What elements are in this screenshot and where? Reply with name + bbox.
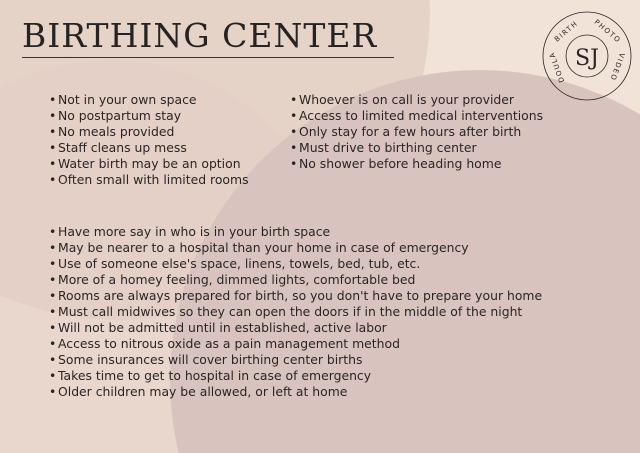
bottom-bullet-list	[49, 224, 542, 400]
list-item: • Some insurances will cover birthing center births	[49, 352, 542, 368]
list-item: • Not in your own space	[49, 92, 249, 108]
list-item: • Water birth may be an option	[49, 156, 249, 172]
logo-word-birth: BIRTH	[553, 19, 580, 44]
list-item: • Takes time to get to hospital in case of emergency	[49, 368, 542, 384]
list-item: • Access to nitrous oxide as a pain management method	[49, 336, 542, 352]
list-item: • Whoever is on call is your provider	[290, 92, 543, 108]
list-item: • May be nearer to a hospital than your home in case of emergency	[49, 240, 542, 256]
title-underline	[22, 57, 394, 58]
logo-monogram: SJ	[575, 46, 599, 71]
logo-word-photo: PHOTO	[592, 18, 623, 45]
list-item: • Access to limited medical interventions	[290, 108, 543, 124]
list-item: • Only stay for a few hours after birth	[290, 124, 543, 140]
list-item: • Rooms are always prepared for birth, so you don't have to prepare your home	[49, 288, 542, 304]
list-item: • No postpartum stay	[49, 108, 249, 124]
list-item: • No shower before heading home	[290, 156, 543, 172]
list-item: • Have more say in who is in your birth space	[49, 224, 542, 240]
list-item: • More of a homey feeling, dimmed lights, comfortable bed	[49, 272, 542, 288]
list-item: • Use of someone else's space, linens, towels, bed, tub, etc.	[49, 256, 542, 272]
list-item: • No meals provided	[49, 124, 249, 140]
right-bullet-list	[290, 92, 543, 172]
logo-word-video: VIDEO	[608, 51, 626, 83]
list-item: • Must call midwives so they can open the doors if in the middle of the night	[49, 304, 542, 320]
list-item: • Older children may be allowed, or left at home	[49, 384, 542, 400]
page-title: BIRTHING CENTER	[22, 16, 378, 55]
logo-word-doula: DOULA	[547, 50, 567, 84]
list-item: • Must drive to birthing center	[290, 140, 543, 156]
list-item: • Often small with limited rooms	[49, 172, 249, 188]
list-item: • Staff cleans up mess	[49, 140, 249, 156]
list-item: • Will not be admitted until in established, active labor	[49, 320, 542, 336]
sj-logo-badge	[541, 10, 633, 102]
left-bullet-list	[49, 92, 249, 188]
